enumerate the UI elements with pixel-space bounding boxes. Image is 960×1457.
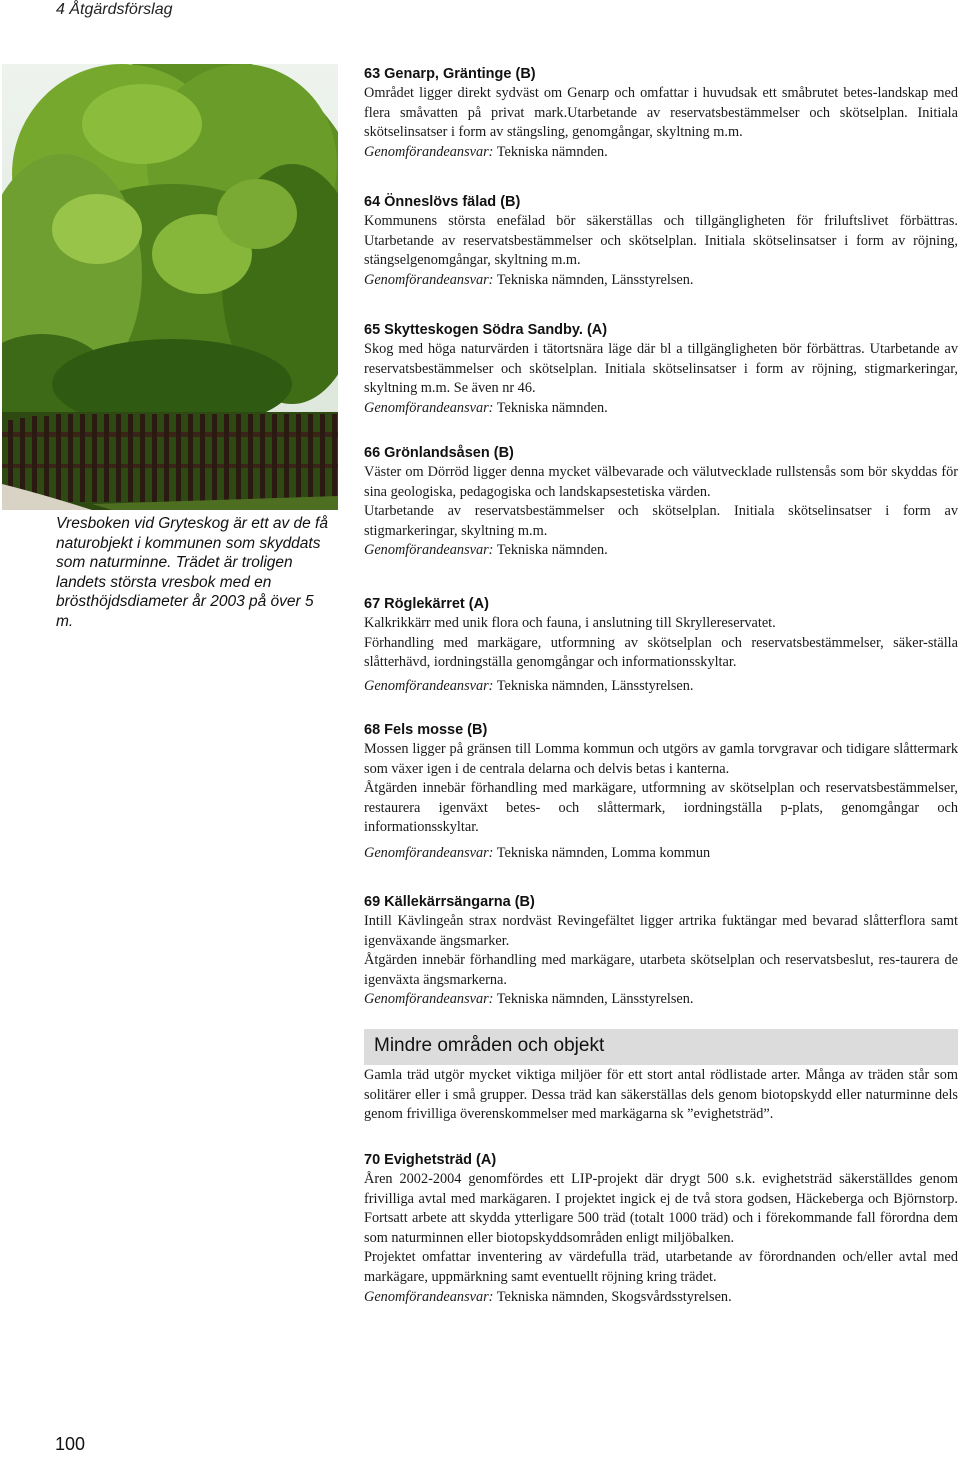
chapter-header: 4 Åtgärdsförslag [56,1,173,18]
responsibility-line [364,844,958,864]
responsibility-label: Genomförandeansvar: [364,399,494,416]
section-66 [364,443,958,561]
band-intro [364,1066,958,1125]
responsibility-line [364,143,958,163]
responsibility-value: Tekniska nämnden. [496,143,608,160]
section-band [364,1029,958,1065]
section-title: 63 Genarp, Gräntinge (B) [364,66,536,82]
responsibility-label: Genomförandeansvar: [364,542,494,559]
section-text: Kalkrikkärr med unik flora och fauna, i anslutning till Skryllereservatet. [364,615,776,631]
responsibility-value: Tekniska nämnden, Skogsvårdsstyrelsen. [496,1288,732,1305]
section-title: 69 Källekärrsängarna (B) [364,894,535,910]
section-text: Utarbetande av reservatsbestämmelser och skötselplan. Initiala skötselinsatser i form av stigmarkeringar, skyltning m.m. [364,503,958,539]
intro-text: Gamla träd utgör mycket viktiga miljöer för ett stort antal rödlistade arter. Många av träden står som solitärer eller i små grupper. Dessa träd kan säkerställas dels genom biotopskydd eller naturminne dels genom frivilliga överenskommelser med markägarna sk ”evighetsträd”. [364,1067,958,1123]
section-text: Området ligger direkt sydväst om Genarp och omfattar i huvudsak ett småbrutet betes-landskap med flera småvatten på privat mark.Utarbetande av reservatsbestämmelser och skötselplan. Initiala skötselinsatser i form av stängsling, genomgångar, skyltning m.m. [364,85,958,141]
section-text: Förhandling med markägare, utformning av skötselplan och reservatsbestämmelser, säker-ställa slåtterhävd, iordningställa genomgångar och informationsskyltar. [364,634,958,671]
responsibility-value: Tekniska nämnden. [496,542,608,559]
section-63 [364,64,958,162]
section-65 [364,320,958,418]
responsibility-line [364,541,958,561]
band-heading: Mindre områden och objekt [374,1035,605,1056]
section-title: 70 Evighetsträd (A) [364,1152,497,1168]
responsibility-label: Genomförandeansvar: [364,271,494,288]
responsibility-line [364,271,958,291]
responsibility-label: Genomförandeansvar: [364,677,494,694]
photo-caption: Vresboken vid Gryteskog är ett av de få naturobjekt i kommunen som skyddats som naturminne. Trädet är troligen landets största vresbok med en brösthöjdsdiameter år 2003 på över 5 m. [56,515,328,630]
responsibility-value: Tekniska nämnden, Länsstyrelsen. [496,991,694,1008]
responsibility-label: Genomförandeansvar: [364,991,494,1008]
section-text: Åtgärden innebär förhandling med markägare, utformning av skötselplan och reservatsbestämmelser, restaurera igenväxt betes- och slåttermark, iordningställa p-plats, genomgångar och informationsskyltar. [364,780,958,836]
responsibility-label: Genomförandeansvar: [364,1288,494,1305]
section-64 [364,192,958,290]
section-text: Kommunens största enefälad bör säkerställas och tillgängligheten för friluftslivet förbättras. Utarbetande av reservatsbestämmelser och skötselplan. Initiala skötselinsatser i form av röjning, stängselgenomgångar, skyltning m.m. [364,213,958,269]
section-text: Åtgärden innebär förhandling med markägare, utarbeta skötselplan och reservatsbeslut, res-taurera de igenväxta ängsmarkerna. [364,952,958,988]
responsibility-line [364,990,958,1010]
section-text: Intill Kävlingeån strax nordväst Revingefältet ligger artrika fuktängar med bevarad slåtterflora samt igenväxande ängsmarker. [364,913,958,949]
section-title: 66 Grönlandsåsen (B) [364,445,514,461]
section-68 [364,720,958,864]
section-title: 67 Röglekärret (A) [364,596,489,612]
responsibility-label: Genomförandeansvar: [364,844,494,861]
responsibility-value: Tekniska nämnden, Länsstyrelsen. [496,677,694,694]
beech-tree-photo [2,64,338,510]
section-69 [364,892,958,1010]
responsibility-value: Tekniska nämnden, Lomma kommun [496,844,711,861]
section-text: Väster om Dörröd ligger denna mycket välbevarade och välutvecklade rullstensås som bör skyddas för sina geologiska, pedagogiska och landskapsestetiska värden. [364,464,958,500]
responsibility-line [364,677,958,697]
section-70 [364,1150,958,1307]
section-text: Projektet omfattar inventering av värdefulla träd, utarbetande av förordnanden och/eller avtal med markägare, uppmärkning samt eventuellt röjning kring trädet. [364,1249,958,1285]
section-67 [364,594,958,696]
tree-illustration [2,64,338,510]
section-text: Mossen ligger på gränsen till Lomma kommun och utgörs av gamla torvgravar och tidigare slåttermark som växer igen i de centrala delarna och delvis betas i kanterna. [364,741,958,777]
section-title: 68 Fels mosse (B) [364,722,488,738]
section-title: 64 Önneslövs fälad (B) [364,194,521,210]
section-text: Skog med höga naturvärden i tätortsnära läge där bl a tillgängligheten bör förbättras. Utarbetande av reservatsbestämmelser och skötselplan. Initiala skötselinsatser i form av röjning, stigmarkeringar, skyltning m.m. Se även nr 46. [364,341,958,397]
page-number: 100 [55,1434,86,1454]
responsibility-line [364,399,958,419]
responsibility-value: Tekniska nämnden. [496,399,608,416]
responsibility-line [364,1288,958,1308]
section-title: 65 Skytteskogen Södra Sandby. (A) [364,322,608,338]
responsibility-label: Genomförandeansvar: [364,143,494,160]
responsibility-value: Tekniska nämnden, Länsstyrelsen. [496,271,694,288]
section-text: Åren 2002-2004 genomfördes ett LIP-projekt där drygt 500 s.k. evighetsträd säkerställdes genom frivilliga avtal med markägaren. I projektet ingick ej de två stora godsen, Häckeberga och Björnstorp. Fortsatt arbete att skydda ytterligare 500 träd (totalt 1000 träd) och i förekommande fall förordna dem som naturminnen eller biotopskyddsområden enligt miljöbalken. [364,1171,958,1246]
